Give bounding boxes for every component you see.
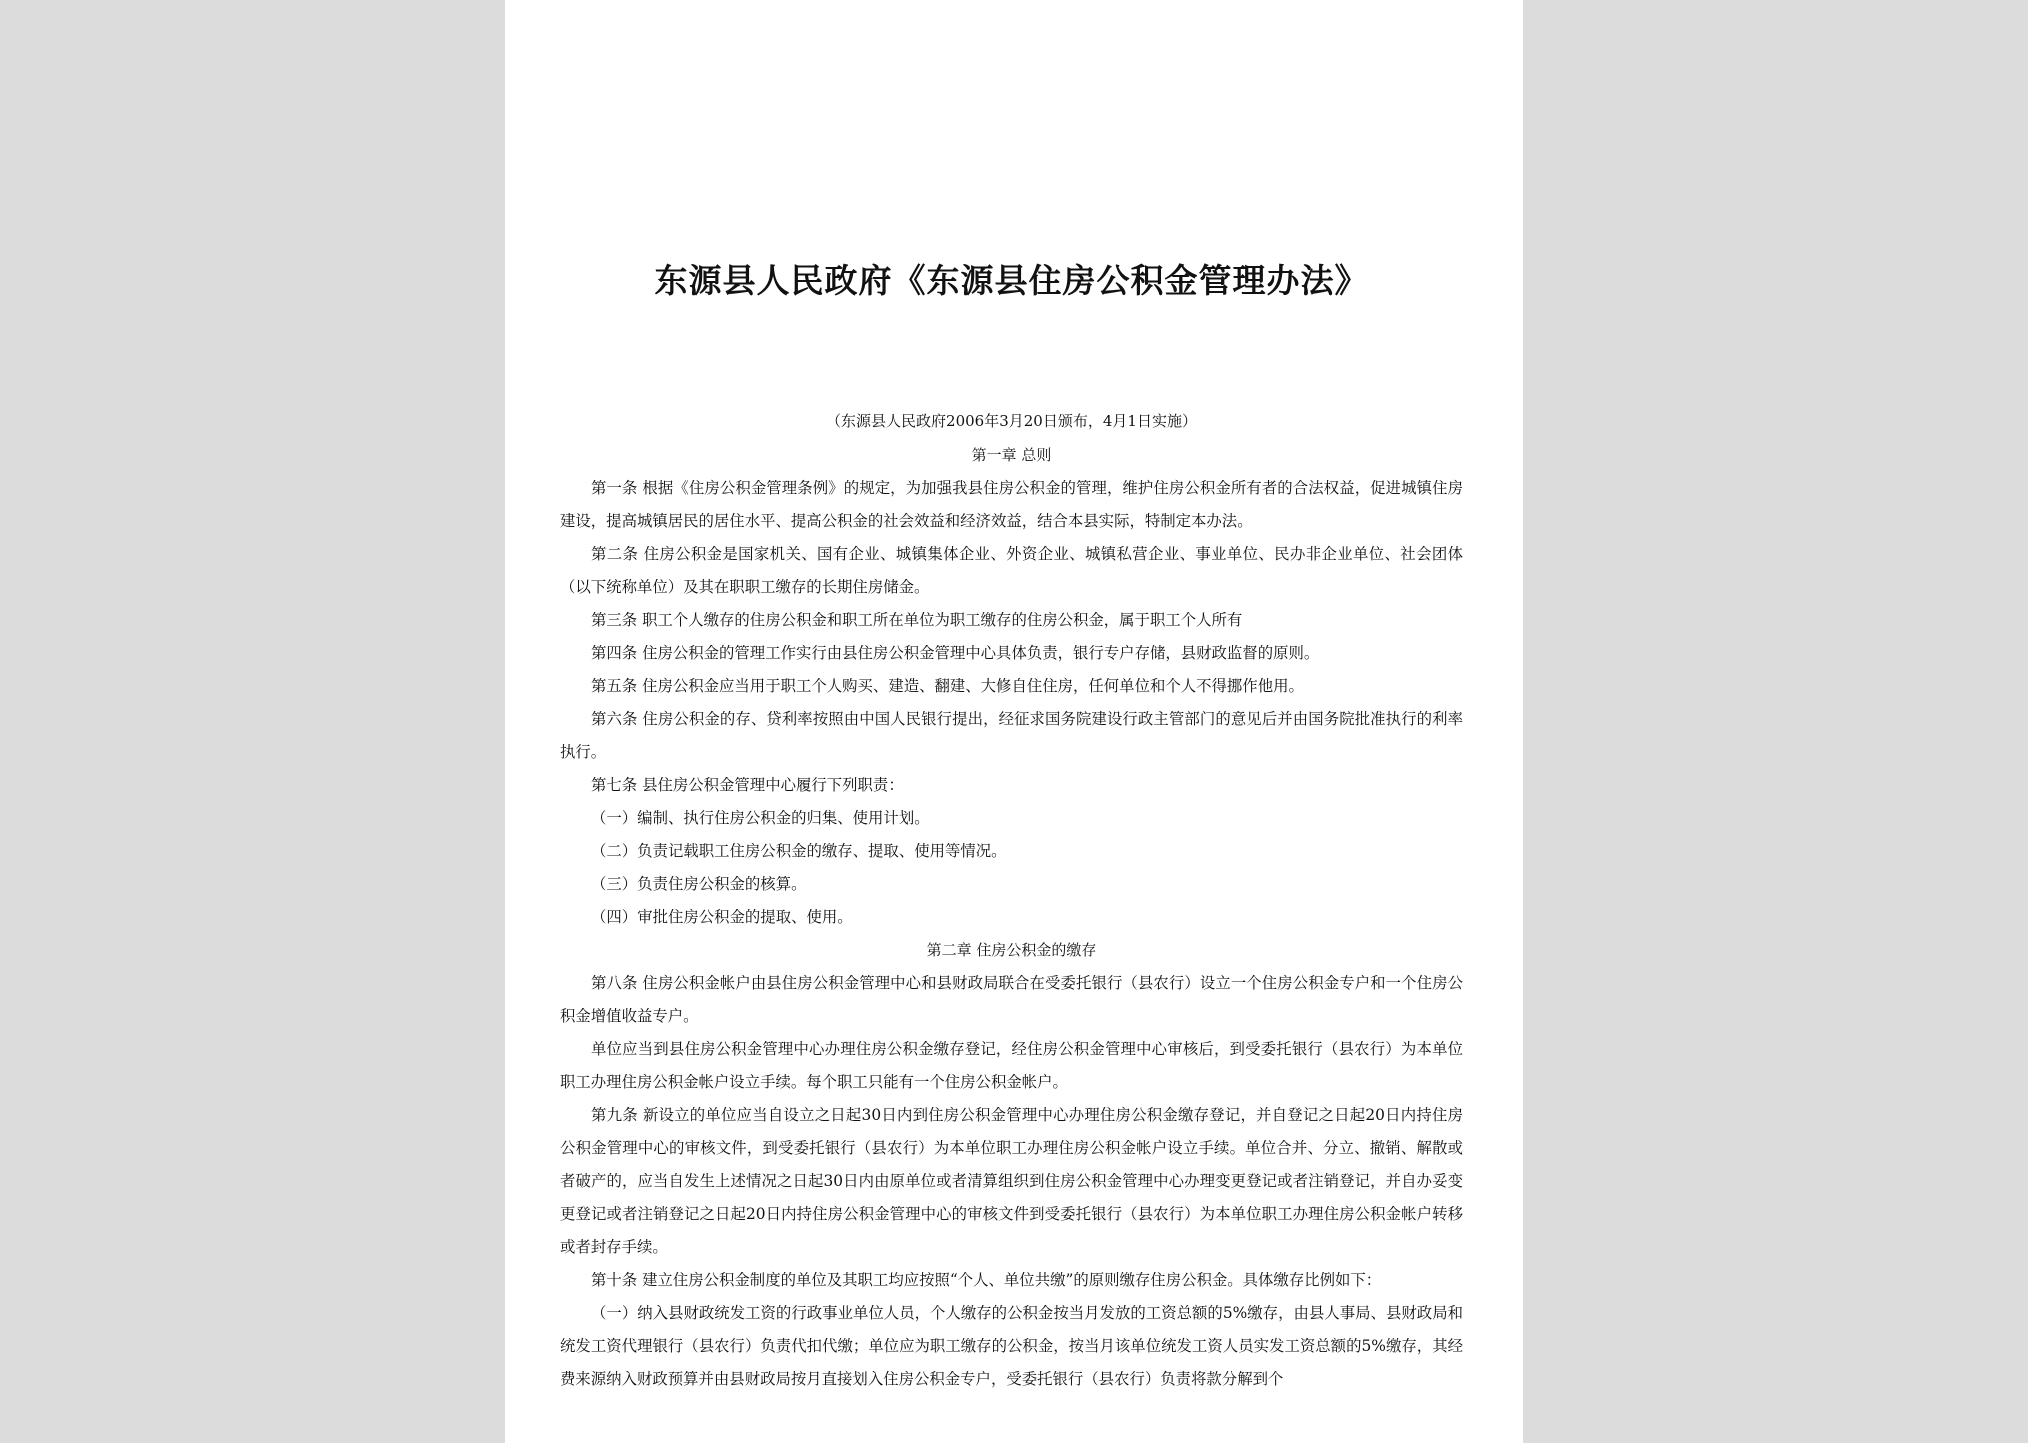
document-page	[505, 0, 1523, 1443]
article-1: 第一条 根据《住房公积金管理条例》的规定，为加强我县住房公积金的管理，维护住房公积金所有者的合法权益，促进城镇住房建设，提高城镇居民的居住水平、提高公积金的社会效益和经济效益，结合本县实际，特制定本办法。	[560, 479, 1463, 530]
article-8-paragraph-2: 单位应当到县住房公积金管理中心办理住房公积金缴存登记，经住房公积金管理中心审核后，到受委托银行（县农行）为本单位职工办理住房公积金帐户设立手续。每个职工只能有一个住房公积金帐户。	[560, 1040, 1463, 1091]
article-5: 第五条 住房公积金应当用于职工个人购买、建造、翻建、大修自住住房，任何单位和个人不得挪作他用。	[591, 677, 1304, 695]
article-2: 第二条 住房公积金是国家机关、国有企业、城镇集体企业、外资企业、城镇私营企业、事业单位、民办非企业单位、社会团体（以下统称单位）及其在职职工缴存的长期住房储金。	[560, 545, 1463, 596]
article-4: 第四条 住房公积金的管理工作实行由县住房公积金管理中心具体负责，银行专户存储，县财政监督的原则。	[591, 644, 1320, 662]
article-7-item-3: （三）负责住房公积金的核算。	[591, 875, 807, 893]
chapter-heading-2: 第二章 住房公积金的缴存	[926, 941, 1097, 959]
article-7-item-4: （四）审批住房公积金的提取、使用。	[591, 908, 853, 926]
document-subtitle: （东源县人民政府2006年3月20日颁布，4月1日实施）	[826, 412, 1197, 430]
article-10-item-1: （一）纳入县财政统发工资的行政事业单位人员，个人缴存的公积金按当月发放的工资总额的5%缴存，由县人事局、县财政局和统发工资代理银行（县农行）负责代扣代缴；单位应为职工缴存的公积金，按当月该单位统发工资人员实发工资总额的5%缴存，其经费来源纳入财政预算并由县财政局按月直接划入住房公积金专户，受委托银行（县农行）负责将款分解到个	[560, 1304, 1463, 1388]
document-title: 东源县人民政府《东源县住房公积金管理办法》	[654, 261, 1369, 300]
article-3: 第三条 职工个人缴存的住房公积金和职工所在单位为职工缴存的住房公积金，属于职工个人所有	[591, 611, 1243, 629]
article-8: 第八条 住房公积金帐户由县住房公积金管理中心和县财政局联合在受委托银行（县农行）设立一个住房公积金专户和一个住房公积金增值收益专户。	[560, 974, 1463, 1025]
article-10: 第十条 建立住房公积金制度的单位及其职工均应按照“个人、单位共缴”的原则缴存住房公积金。具体缴存比例如下：	[591, 1271, 1382, 1289]
article-9: 第九条 新设立的单位应当自设立之日起30日内到住房公积金管理中心办理住房公积金缴存登记，并自登记之日起20日内持住房公积金管理中心的审核文件，到受委托银行（县农行）为本单位职工办理住房公积金帐户设立手续。单位合并、分立、撤销、解散或者破产的，应当自发生上述情况之日起30日内由原单位或者清算组织到住房公积金管理中心办理变更登记或者注销登记，并自办妥变更登记或者注销登记之日起20日内持住房公积金管理中心的审核文件到受委托银行（县农行）为本单位职工办理住房公积金帐户转移或者封存手续。	[560, 1106, 1463, 1256]
article-7-item-2: （二）负责记载职工住房公积金的缴存、提取、使用等情况。	[591, 842, 1007, 860]
chapter-heading-1: 第一章 总则	[971, 446, 1052, 464]
article-7: 第七条 县住房公积金管理中心履行下列职责：	[591, 776, 904, 794]
article-6: 第六条 住房公积金的存、贷利率按照由中国人民银行提出，经征求国务院建设行政主管部门的意见后并由国务院批准执行的利率执行。	[560, 710, 1463, 761]
article-7-item-1: （一）编制、执行住房公积金的归集、使用计划。	[591, 809, 930, 827]
